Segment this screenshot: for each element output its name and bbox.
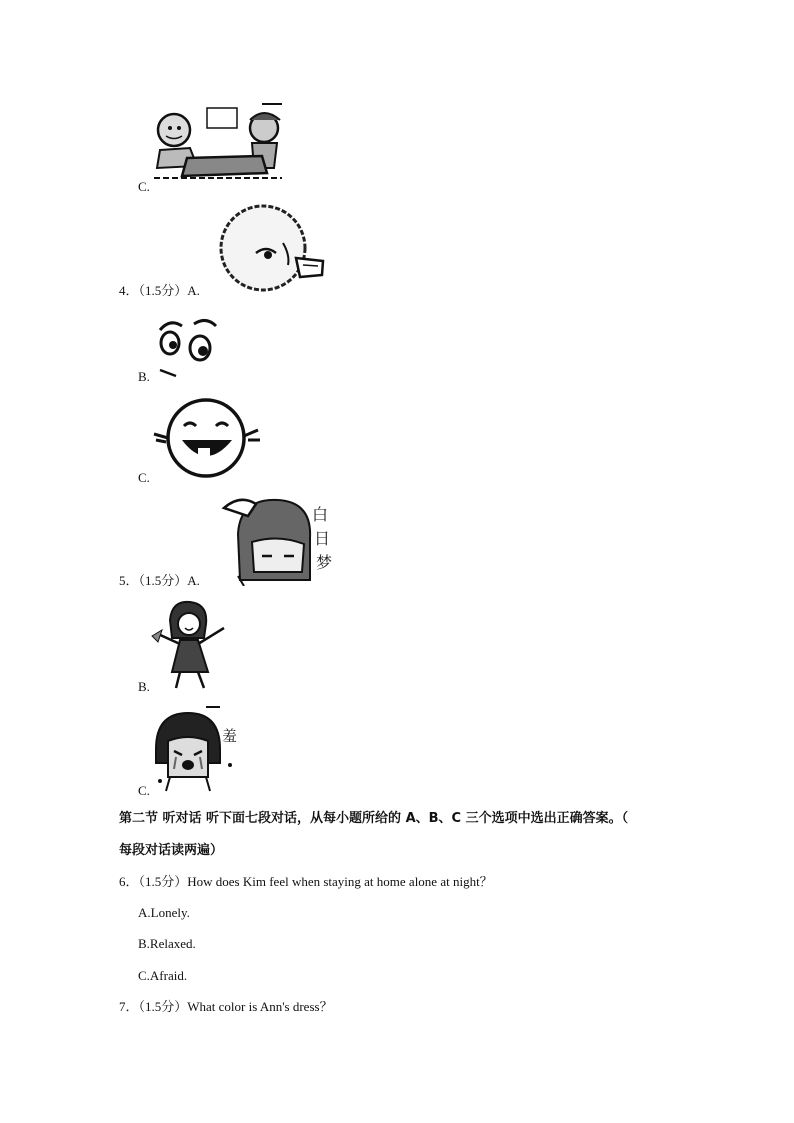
q4-option-c-label: C.	[138, 470, 150, 485]
svg-text:白: 白	[312, 505, 329, 524]
svg-text:梦: 梦	[316, 553, 333, 572]
section-2-instruction: 第二节 听对话 听下面七段对话，从每小题所给的 A、B、C 三个选项中选出正确答案。（	[119, 811, 629, 826]
laughing-face-picture-icon	[150, 396, 262, 482]
svg-text:日: 日	[314, 529, 331, 548]
q5-option-c-label: C.	[138, 783, 150, 798]
dancing-girl-picture-icon	[150, 598, 234, 692]
q5-option-b-label: B.	[138, 679, 150, 694]
section-2-instruction-continued: 每段对话读两遍）	[119, 843, 224, 858]
surprised-eyes-picture-icon	[150, 308, 230, 378]
svg-text:羞: 羞	[222, 727, 238, 745]
q6-option-b[interactable]: B.Relaxed.	[138, 936, 196, 951]
q6-option-a[interactable]: A.Lonely.	[138, 905, 190, 920]
crying-girl-picture-icon	[150, 703, 242, 795]
kids-reading-picture-icon	[152, 98, 287, 186]
q6-question: 6．（1.5分）How does Kim feel when staying at home alone at night？	[119, 874, 493, 889]
q5-heading: 5．（1.5分）A.	[119, 573, 200, 588]
q4-heading: 4．（1.5分）A.	[119, 283, 200, 298]
q3-option-c-label: C.	[138, 179, 150, 194]
q4-option-b-label: B.	[138, 369, 150, 384]
q6-option-c[interactable]: C.Afraid.	[138, 968, 188, 983]
sad-face-picture-icon	[218, 203, 330, 293]
q7-question: 7．（1.5分）What color is Ann's dress？	[119, 999, 333, 1014]
bored-girl-picture-icon	[220, 494, 342, 586]
